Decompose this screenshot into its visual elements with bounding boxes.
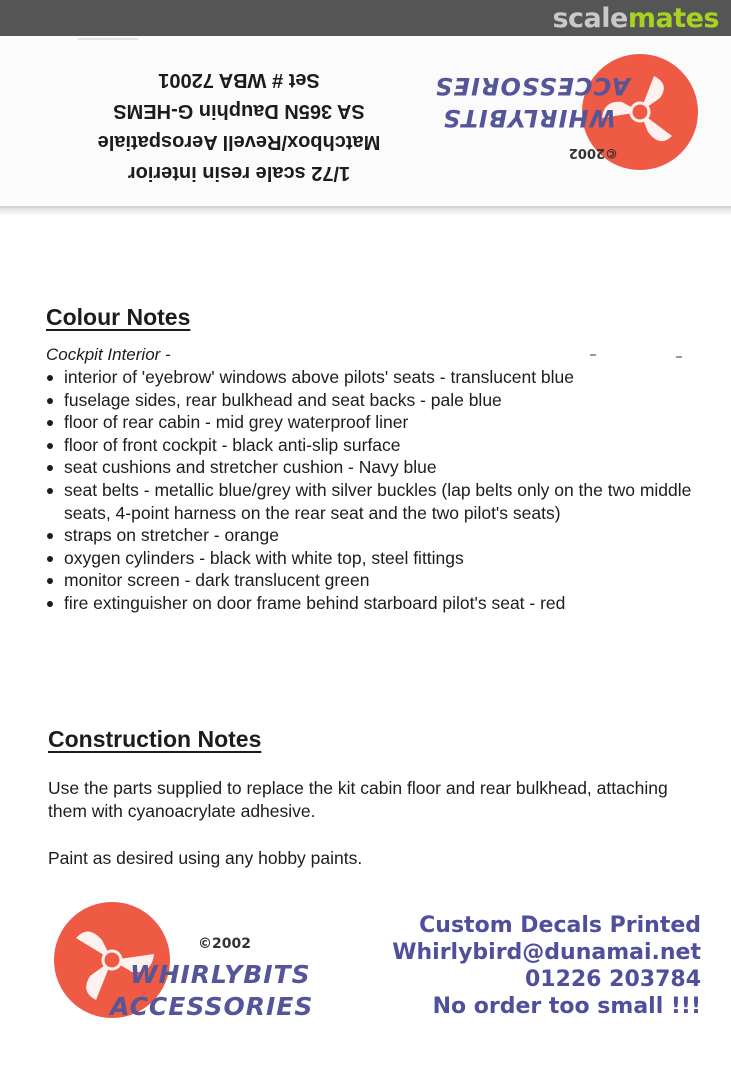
list-item-text: floor of rear cabin - mid grey waterproof liner	[64, 412, 409, 433]
list-item-text: fire extinguisher on door frame behind starboard pilot's seat - red	[64, 592, 566, 613]
flap-line-4: Set # WBA 72001	[158, 69, 320, 91]
contact-line-4: No order too small !!!	[432, 994, 701, 1019]
contact-phone: 01226 203784	[524, 967, 701, 992]
bullet-icon	[47, 443, 53, 449]
scan-speck	[676, 356, 682, 358]
flap-copyright: ©2002	[568, 145, 618, 160]
list-item	[46, 434, 706, 457]
construction-paragraph-2: Paint as desired using any hobby paints.	[48, 848, 363, 868]
colour-notes-list	[46, 366, 706, 615]
bullet-icon	[47, 398, 53, 404]
fold-line	[0, 206, 731, 216]
scan-speck	[590, 354, 596, 356]
contact-email: Whirlybird@dunamai.net	[392, 940, 701, 965]
bullet-icon	[47, 533, 53, 539]
list-item-text: fuselage sides, rear bulkhead and seat backs - pale blue	[64, 389, 502, 410]
list-item	[46, 389, 706, 412]
flap-title-block	[40, 48, 438, 188]
list-item	[46, 411, 706, 434]
contact-block	[392, 912, 701, 1020]
list-item	[46, 479, 706, 524]
logo-copyright: ©2002	[198, 936, 251, 952]
list-item-text: seat cushions and stretcher cushion - Navy blue	[64, 457, 437, 478]
list-item-text: straps on stretcher - orange	[64, 525, 279, 546]
watermark-part1: scale	[552, 3, 628, 34]
bullet-icon	[47, 578, 53, 584]
list-item	[46, 569, 706, 592]
bullet-icon	[47, 488, 53, 494]
list-item	[46, 524, 706, 547]
bullet-icon	[47, 465, 53, 471]
logo-line1: WHIRLYBITS	[130, 960, 311, 989]
list-item-text: interior of 'eyebrow' windows above pilots' seats - translucent blue	[64, 367, 575, 387]
construction-notes-heading: Construction Notes	[48, 726, 262, 752]
bullet-icon	[47, 420, 53, 426]
list-item	[46, 592, 706, 615]
logo-line2: ACCESSORIES	[110, 992, 314, 1021]
flap-logo-line1: WHIRLYBITS	[442, 104, 616, 132]
list-item	[46, 547, 706, 570]
flap-logo	[434, 44, 700, 176]
bullet-icon	[47, 375, 53, 381]
whirlybits-logo	[50, 898, 314, 1028]
list-item-text: seat belts - metallic blue/grey with silver buckles (lap belts only on the two middle seats, 4-point harness on the rear seat and the two pilot's seats)	[64, 479, 692, 523]
flap-line-2: Matchbox/Revell Aerospatiale	[97, 131, 381, 153]
watermark-part2: mates	[627, 3, 719, 34]
colour-notes-heading: Colour Notes	[46, 304, 191, 330]
scalemates-watermark	[552, 3, 719, 34]
flap-line-1: 1/72 scale resin interior	[127, 162, 351, 184]
flap-line-3: SA 365N Dauphin G-HEMS	[113, 100, 365, 122]
watermark-bar	[0, 0, 731, 36]
cockpit-interior-subheading: Cockpit Interior -	[46, 345, 171, 364]
construction-paragraph-1: Use the parts supplied to replace the kit cabin floor and rear bulkhead, attaching them with cyanoacrylate adhesive.	[48, 778, 668, 821]
scan-speck	[78, 38, 138, 40]
flap-logo-line2: ACCESSORIES	[434, 72, 630, 100]
list-item-text: oxygen cylinders - black with white top, steel fittings	[64, 547, 464, 568]
list-item-text: floor of front cockpit - black anti-slip surface	[64, 434, 401, 455]
bullet-icon	[47, 601, 53, 607]
list-item	[46, 456, 706, 479]
contact-line-1: Custom Decals Printed	[419, 913, 701, 938]
bullet-icon	[47, 556, 53, 562]
list-item-text: monitor screen - dark translucent green	[64, 570, 370, 591]
list-item	[46, 366, 706, 389]
